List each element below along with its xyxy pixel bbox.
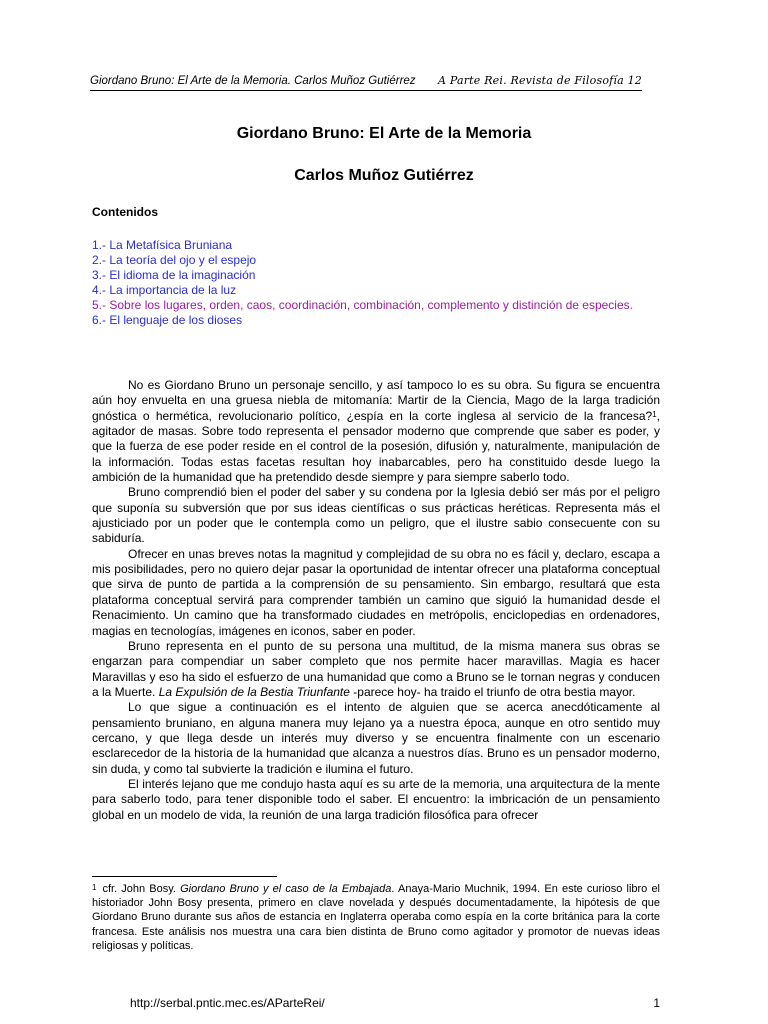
paragraph-4-text-a: Bruno representa en el punto de su persona una multitud, de la misma manera sus obras se engarzan para compendiar un saber completo que nos permite hacer maravillas. Magia es hacer Maravillas y eso ha sido el esfuerzo de una humanidad que como a Bruno se le tornan negras y conducen a la Muerte.	[92, 638, 660, 699]
footer-url[interactable]: http://serbal.pntic.mec.es/AParteRei/	[130, 996, 325, 1010]
toc-heading: Contenidos	[92, 205, 158, 219]
page-footer	[130, 996, 660, 1011]
article-body	[92, 378, 660, 823]
article-author: Carlos Muñoz Gutiérrez	[294, 167, 474, 184]
paragraph-1-text-b: , agitador de masas. Sobre todo representa el pensador moderno que comprende que saber es poder, y que la fuerza de ese poder reside en el control de la posesión, difusión y, naturalmente, manipulación de la información. Todas estas facetas resultan hoy inabarcables, pero ha constituido desde luego la ambición de la humanidad que ha pretendido desde siempre y para siempre saberlo todo.	[92, 408, 660, 485]
header-journal-name: A Parte Rei. Revista de Filosofía 12	[438, 74, 642, 87]
running-header	[90, 74, 642, 91]
toc-link-3[interactable]: 3.- El idioma de la imaginación	[92, 268, 256, 282]
toc-link-5[interactable]	[92, 298, 660, 313]
toc-link-1[interactable]: 1.- La Metafísica Bruniana	[92, 238, 233, 252]
footnote-text-b: . Anaya-Mario Muchnik, 1994. En este curioso libro el historiador John Bosy presenta, primero en clave novelada y después documentadamente, la hipótesis de que Giordano Bruno durante sus años de estancia en Inglaterra operaba como espía en la corte británica para la corte francesa. Este análisis nos muestra una cara bien distinta de Bruno como agitador y promotor de nuevas ideas religiosas y políticas.	[92, 883, 661, 952]
article-title: Giordano Bruno: El Arte de la Memoria	[236, 125, 532, 142]
footnote-separator	[92, 876, 277, 877]
toc-link-6[interactable]: 6.- El lenguaje de los dioses	[92, 313, 243, 327]
header-article-title: Giordano Bruno: El Arte de la Memoria. Carlos Muñoz Gutiérrez	[90, 75, 416, 87]
footnote-book-title: Giordano Bruno y el caso de la Embajada	[180, 883, 392, 895]
footnote-1	[92, 882, 660, 953]
paragraph-6: El interés lejano que me condujo hasta aquí es su arte de la memoria, una arquitectura de la mente para saberlo todo, para tener disponible todo el saber. El encuentro: la imbricación de un pensamiento global en un modelo de vida, la reunión de una larga tradición filosófica para ofrecer	[92, 776, 660, 822]
toc-link-5-text[interactable]: 5.- Sobre los lugares, orden, caos, coordinación, combinación, complemento y distinción de especies.	[92, 298, 633, 312]
footnote-text-a: cfr. John Bosy.	[102, 883, 181, 895]
paragraph-2: Bruno comprendió bien el poder del saber y su condena por la Iglesia debió ser más por el peligro que suponía su subversión que por sus ideas científicas o sus prácticas heréticas. Representa más el ajusticiado por un poder que le contempla como un peligro, que el ilustre sabio consecuente con su sabiduría.	[92, 485, 660, 546]
paragraph-4-text-b: -parece hoy- ha traido el triunfo de otra bestia mayor.	[349, 684, 636, 699]
paragraph-1	[92, 378, 660, 485]
paragraph-5: Lo que sigue a continuación es el intento de alguien que se acerca anecdóticamente al pensamiento bruniano, en alguna manera muy lejano ya a nuestra época, aunque en otro sentido muy cercano, y que llega desde un interés muy diverso y se encuentra finalmente con un escenario esclarecedor de la historia de la humanidad que alcanza a nuestros días. Bruno es un pensador moderno, sin duda, y como tal subvierte la tradición e ilumina el futuro.	[92, 700, 660, 776]
paragraph-1-text-a: No es Giordano Bruno un personaje sencillo, y así tampoco lo es su obra. Su figura se encuentra aún hoy envuelta en una gruesa niebla de mitomanía: Martir de la Ciencia, Mago de la larga tradición gnóstica o hermética, revolucionario político, ¿espía en la corte inglesa al servicio de la francesa?	[92, 378, 660, 423]
footnote-ref-1[interactable]: 1	[652, 409, 657, 419]
toc-link-4[interactable]: 4.- La importancia de la luz	[92, 283, 237, 297]
book-title-emphasis: La Expulsión de la Bestia Triunfante	[158, 684, 350, 699]
footnote-mark: 1	[92, 883, 97, 892]
paragraph-4	[92, 639, 660, 700]
paragraph-3: Ofrecer en unas breves notas la magnitud y complejidad de su obra no es fácil y, declaro, escapa a mis posibilidades, pero no quiero dejar pasar la oportunidad de intentar ofrecer una plataforma conceptual que sirva de punto de partida a la comprensión de su pensamiento. Sin embargo, resultará que esta plataforma conceptual servirá para comprender también un camino que siguió la humanidad desde el Renacimiento. Un camino que ha transformado ciudades en metrópolis, enciclopedias en ordenadores, magias en tecnologías, imágenes en iconos, saber en poder.	[92, 546, 660, 638]
page-number: 1	[653, 996, 660, 1010]
toc-link-2[interactable]: 2.- La teoría del ojo y el espejo	[92, 253, 257, 267]
table-of-contents	[92, 238, 660, 328]
